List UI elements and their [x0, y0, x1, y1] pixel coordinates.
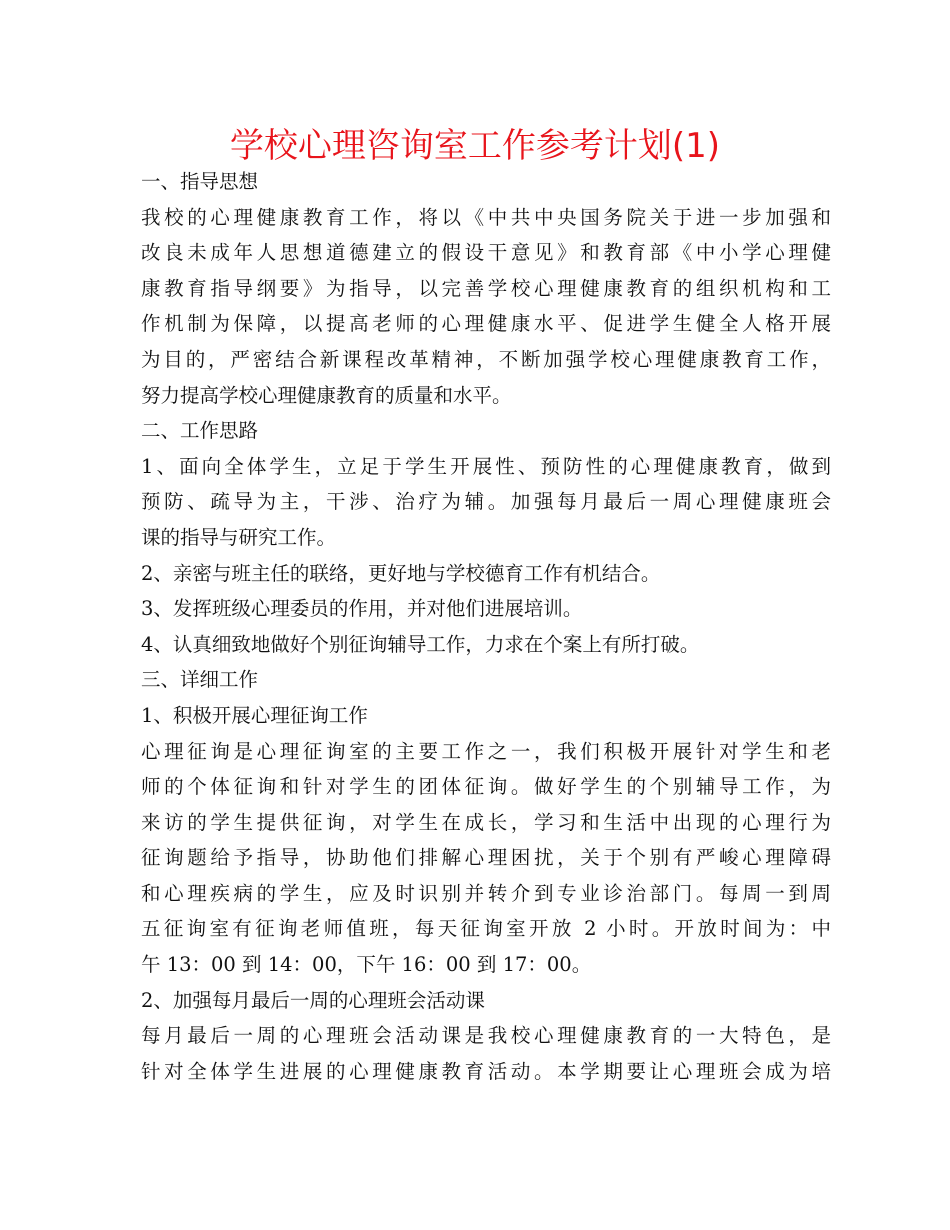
text-line: 我校的心理健康教育工作，将以《中共中央国务院关于进一步加强和: [141, 205, 831, 229]
text-line: 三、详细工作: [141, 668, 259, 692]
text-line: 作机制为保障，以提高老师的心理健康水平、促进学生健全人格开展: [141, 312, 831, 336]
text-line: 2、加强每月最后一周的心理班会活动课: [141, 988, 485, 1012]
text-line: 康教育指导纲要》为指导，以完善学校心理健康教育的组织机构和工: [141, 276, 831, 300]
text-line: 2、亲密与班主任的联络，更好地与学校德育工作有机结合。: [141, 561, 661, 585]
text-line: 征询题给予指导，协助他们排解心理困扰，关于个别有严峻心理障碍: [141, 846, 831, 870]
text-line: 努力提高学校心理健康教育的质量和水平。: [141, 383, 512, 407]
text-line: 课的指导与研究工作。: [141, 525, 337, 549]
text-line: 来访的学生提供征询，对学生在成长，学习和生活中出现的心理行为: [141, 810, 831, 834]
text-line: 二、工作思路: [141, 419, 259, 443]
text-line: 一、指导思想: [141, 170, 259, 193]
text-line: 每月最后一周的心理班会活动课是我校心理健康教育的一大特色，是: [141, 1024, 831, 1048]
document-body: [141, 164, 831, 1089]
document-title: 学校心理咨询室工作参考计划(1): [229, 126, 721, 166]
text-line: 1、面向全体学生，立足于学生开展性、预防性的心理健康教育，做到: [141, 454, 831, 478]
text-line: 预防、疏导为主，干涉、治疗为辅。加强每月最后一周心理健康班会: [141, 490, 831, 514]
text-line: 师的个体征询和针对学生的团体征询。做好学生的个别辅导工作，为: [141, 775, 831, 799]
text-line: 改良未成年人思想道德建立的假设干意见》和教育部《中小学心理健: [141, 241, 831, 265]
text-line: 4、认真细致地做好个别征询辅导工作，力求在个案上有所打破。: [141, 632, 700, 656]
text-line: 1、积极开展心理征询工作: [141, 703, 368, 727]
text-line: 午 13：00 到 14：00，下午 16：00 到 17：00。: [141, 953, 592, 977]
text-line: 针对全体学生进展的心理健康教育活动。本学期要让心理班会成为培: [141, 1059, 831, 1083]
text-line: 五征询室有征询老师值班，每天征询室开放 2 小时。开放时间为：中: [141, 917, 831, 941]
text-line: 3、发挥班级心理委员的作用，并对他们进展培训。: [141, 597, 583, 621]
text-line: 心理征询是心理征询室的主要工作之一，我们积极开展针对学生和老: [141, 739, 831, 763]
text-line: 为目的，严密结合新课程改革精神，不断加强学校心理健康教育工作，: [141, 347, 831, 371]
text-line: 和心理疾病的学生，应及时识别并转介到专业诊治部门。每周一到周: [141, 881, 831, 905]
